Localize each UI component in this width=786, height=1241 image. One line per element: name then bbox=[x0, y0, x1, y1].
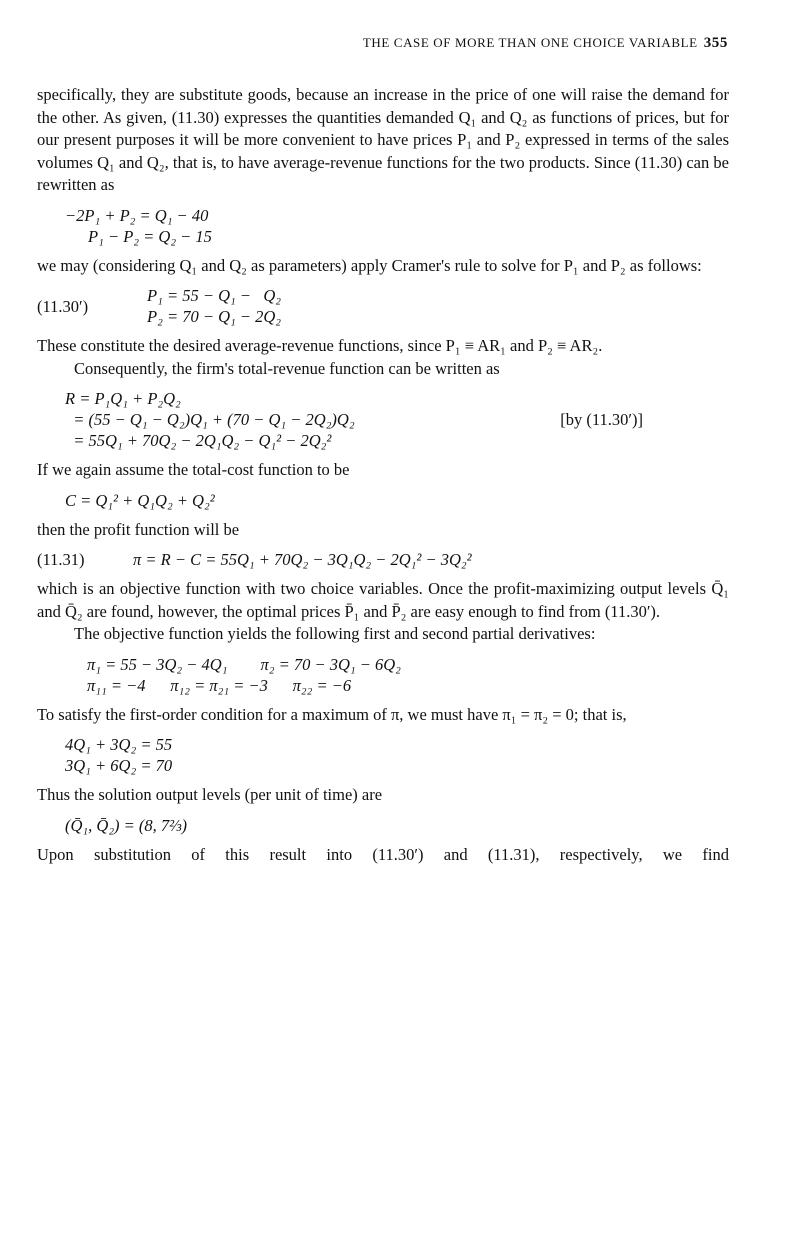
equation-block-rewritten bbox=[65, 205, 729, 247]
equation-block-foc bbox=[65, 734, 729, 776]
equation-block-11-31 bbox=[37, 549, 729, 570]
equation-line: π₁₁ = −4 π₁₂ = π₂₁ = −3 π₂₂ = −6 bbox=[87, 675, 352, 695]
equation-tag: (11.31) bbox=[37, 550, 85, 569]
equation-line: R = P₁Q₁ + P₂Q₂ bbox=[65, 389, 181, 408]
equation-line: P₂ = 70 − Q₁ − 2Q₂ bbox=[147, 307, 282, 326]
equation-block-11-30-prime bbox=[37, 285, 729, 327]
running-title: THE CASE OF MORE THAN ONE CHOICE VARIABLE bbox=[362, 35, 698, 50]
equation-line: −2P₁ + P₂ = Q₁ − 40 bbox=[65, 205, 209, 225]
paragraph-8: The objective function yields the following first and second partial derivatives: bbox=[74, 624, 596, 643]
equation-note: [by (11.30′)] bbox=[560, 410, 643, 429]
equation-line: = 55Q₁ + 70Q₂ − 2Q₁Q₂ − Q₁² − 2Q₂² bbox=[65, 431, 332, 450]
equation-block-derivatives bbox=[87, 654, 729, 696]
equation-line: 3Q₁ + 6Q₂ = 70 bbox=[65, 756, 173, 775]
equation-tag: (11.30′) bbox=[37, 296, 89, 316]
paragraph-6: then the profit function will be bbox=[37, 519, 240, 539]
equation-block-cost bbox=[65, 490, 729, 511]
equation-line: P₁ = 55 − Q₁ − Q₂ bbox=[147, 286, 282, 305]
equation-line: P₁ − P₂ = Q₂ − 15 bbox=[88, 226, 212, 246]
paragraph-7: which is an objective function with two choice variables. Once the profit-maximizing output levels Q̄₁ and Q̄₂ are found, however, the optimal prices P̄₁ and P̄₂ are easy enough to find from (11.30′). bbox=[37, 579, 729, 621]
equation-line: π₁ = 55 − 3Q₂ − 4Q₁ π₂ = 70 − 3Q₁ − 6Q₂ bbox=[87, 654, 401, 674]
equation-line: π = R − C = 55Q₁ + 70Q₂ − 3Q₁Q₂ − 2Q₁² − 3Q₂² bbox=[133, 550, 472, 569]
equation-block-solution bbox=[65, 815, 729, 836]
paragraph-5: If we again assume the total-cost function to be bbox=[37, 460, 350, 479]
running-header bbox=[363, 35, 728, 52]
paragraph-9: To satisfy the first-order condition for a maximum of π, we must have π₁ = π₂ = 0; that is, bbox=[37, 704, 627, 724]
equation-line: (Q̄₁, Q̄₂) = (8, 7⅔) bbox=[65, 815, 188, 835]
equation-line: = (55 − Q₁ − Q₂)Q₁ + (70 − Q₁ − 2Q₂)Q₂ bbox=[65, 410, 355, 429]
page-body bbox=[37, 84, 729, 866]
paragraph-1: specifically, they are substitute goods, because an increase in the price of one will raise the demand for the other. As given, (11.30) expresses the quantities demanded Q₁ and Q₂ as functions of prices, but for our present purposes it will be more convenient to have prices P₁ and P₂ expressed in terms of the sales volumes Q₁ and Q₂, that is, to have average-revenue functions for the two products. Since (11.30) can be rewritten as bbox=[37, 85, 729, 194]
paragraph-10: Thus the solution output levels (per unit of time) are bbox=[37, 785, 383, 804]
paragraph-2: we may (considering Q₁ and Q₂ as parameters) apply Cramer's rule to solve for P₁ and P₂ as follows: bbox=[37, 255, 702, 275]
paragraph-11: Upon substitution of this result into (11.30′) and (11.31), respectively, we find bbox=[37, 844, 729, 864]
equation-line: 4Q₁ + 3Q₂ = 55 bbox=[65, 735, 173, 754]
equation-line: C = Q₁² + Q₁Q₂ + Q₂² bbox=[65, 490, 215, 510]
paragraph-4: Consequently, the firm's total-revenue function can be written as bbox=[74, 358, 500, 378]
paragraph-3: These constitute the desired average-revenue functions, since P₁ ≡ AR₁ and P₂ ≡ AR₂. bbox=[37, 336, 603, 355]
page-number: 355 bbox=[703, 35, 728, 51]
equation-block-revenue bbox=[65, 388, 729, 451]
